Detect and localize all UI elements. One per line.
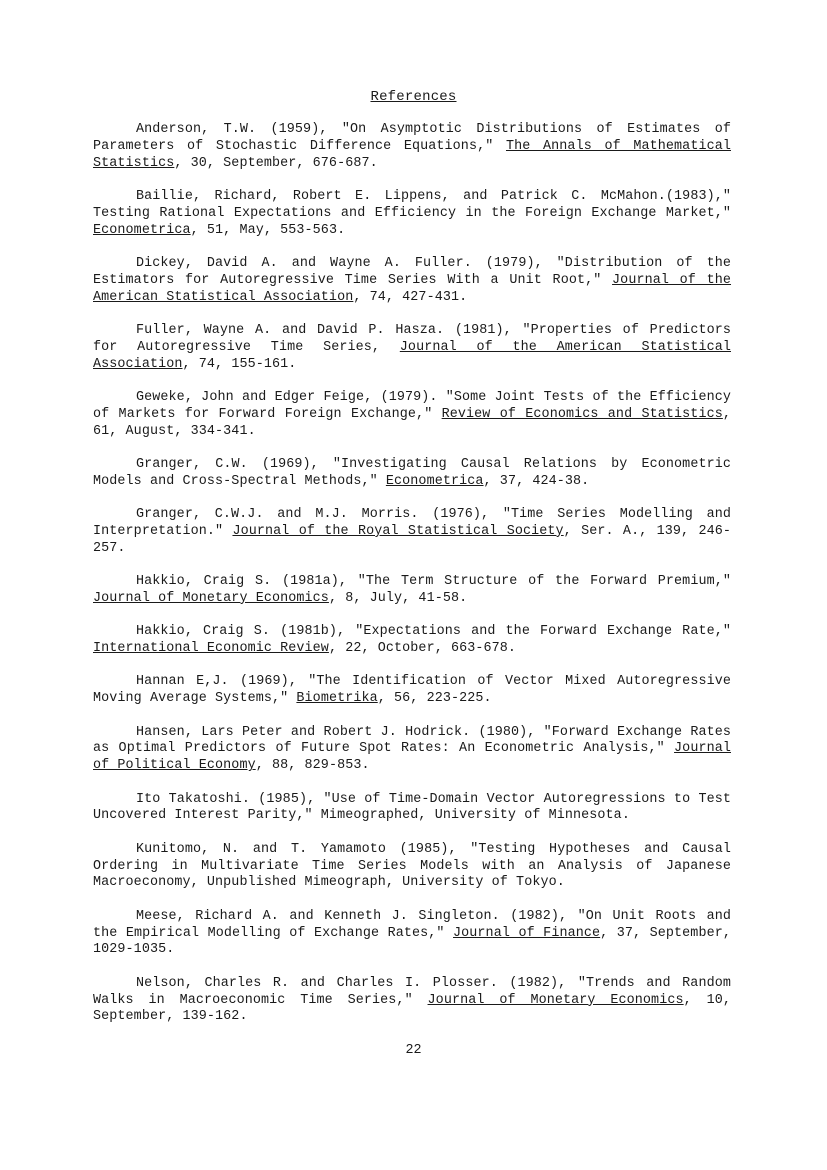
reference-source: Review of Economics and Statistics xyxy=(441,406,723,422)
reference-text: Dickey, David A. and Wayne A. Fuller. (1979), "Distribution of the Estimators for Autoregressive Time Series With a Unit Root," xyxy=(93,255,731,288)
reference-entry xyxy=(93,909,731,959)
reference-text: Baillie, Richard, Robert E. Lippens, and Patrick C. McMahon.(1983)," Testing Rational Expectations and Efficiency in the Foreign Exchange Market," xyxy=(93,188,731,221)
reference-entry xyxy=(93,624,731,658)
reference-entry xyxy=(93,189,731,239)
reference-source: Journal of Monetary Economics xyxy=(427,992,684,1008)
reference-source: Journal of Political Economy xyxy=(93,741,731,774)
reference-entry xyxy=(93,842,731,892)
reference-details: , 8, July, 41-58. xyxy=(328,590,468,606)
reference-entry xyxy=(93,457,731,491)
reference-text: Hannan E,J. (1969), "The Identification of Vector Mixed Autoregressive Moving Average Systems," xyxy=(93,674,731,707)
reference-entry xyxy=(93,323,731,373)
reference-details: , 30, September, 676-687. xyxy=(174,155,378,171)
reference-entry xyxy=(93,976,731,1026)
reference-details: , 74, 155-161. xyxy=(182,356,297,372)
reference-details: , 37, 424-38. xyxy=(483,473,590,489)
reference-text: Ito Takatoshi. (1985), "Use of Time-Domain Vector Autoregressions to Test Uncovered Interest Parity," Mimeographed, University of Minnesota. xyxy=(93,791,731,824)
reference-source: The Annals of Mathematical Statistics xyxy=(93,138,731,171)
reference-entry xyxy=(93,574,731,608)
reference-source: Econometrica xyxy=(93,222,191,238)
reference-details: , 56, 223-225. xyxy=(377,691,492,707)
reference-entry xyxy=(93,674,731,708)
reference-source: Journal of the Royal Statistical Society xyxy=(232,523,564,539)
reference-details: , 37, September, 1029-1035. xyxy=(93,925,731,958)
reference-text: Meese, Richard A. and Kenneth J. Singleton. (1982), "On Unit Roots and the Empirical Modelling of Exchange Rates," xyxy=(93,908,731,941)
reference-source: Journal of Monetary Economics xyxy=(93,590,329,606)
reference-entry xyxy=(93,256,731,306)
page-number: 22 xyxy=(405,1043,422,1058)
reference-text: Granger, C.W.J. and M.J. Morris. (1976), "Time Series Modelling and Interpretation." xyxy=(93,507,731,539)
reference-details: , 10, September, 139-162. xyxy=(93,992,731,1025)
reference-text: Nelson, Charles R. and Charles I. Plosser. (1982), "Trends and Random Walks in Macroeconomic Time Series," xyxy=(93,975,731,1008)
reference-entry xyxy=(93,792,731,826)
reference-text: Anderson, T.W. (1959), "On Asymptotic Distributions of Estimates of Parameters of Stochastic Difference Equations," xyxy=(93,122,731,154)
reference-source: Biometrika xyxy=(296,691,378,707)
reference-details: , Ser. A., 139, 246-257. xyxy=(93,523,731,556)
reference-source: International Economic Review xyxy=(93,641,329,657)
reference-text: Hansen, Lars Peter and Robert J. Hodrick. (1980), "Forward Exchange Rates as Optimal Predictors of Future Spot Rates: An Econometric Analysis," xyxy=(93,724,731,757)
reference-entry xyxy=(93,507,731,557)
reference-list xyxy=(93,122,731,1043)
reference-details: , 61, August, 334-341. xyxy=(93,406,731,439)
reference-text: Granger, C.W. (1969), "Investigating Causal Relations by Econometric Models and Cross-Spectral Methods," xyxy=(93,456,731,489)
reference-details: , 74, 427-431. xyxy=(353,289,468,305)
reference-details: , 22, October, 663-678. xyxy=(328,641,517,657)
reference-text: Geweke, John and Edger Feige, (1979). "Some Joint Tests of the Efficiency of Markets for Forward Foreign Exchange," xyxy=(93,389,731,422)
references-heading: References xyxy=(370,89,457,105)
reference-details: , 51, May, 553-563. xyxy=(190,222,346,238)
reference-source: Journal of the American Statistical Association xyxy=(93,339,731,372)
reference-source: Journal of the American Statistical Association xyxy=(93,272,732,305)
reference-text: Hakkio, Craig S. (1981b), "Expectations and the Forward Exchange Rate," xyxy=(136,624,731,640)
reference-text: Fuller, Wayne A. and David P. Hasza. (1981), "Properties of Predictors for Autoregressive Time Series, xyxy=(93,322,731,355)
reference-source: Journal of Finance xyxy=(453,925,601,941)
reference-entry xyxy=(93,122,731,172)
reference-details: , 88, 829-853. xyxy=(255,758,370,774)
reference-source: Econometrica xyxy=(385,473,484,489)
reference-entry xyxy=(93,390,731,440)
reference-text: Kunitomo, N. and T. Yamamoto (1985), "Testing Hypotheses and Causal Ordering in Multivariate Time Series Models with an Analysis of Japanese Macroeconomy, Unpublished Mimeograph, University of Tokyo. xyxy=(93,841,731,891)
reference-text: Hakkio, Craig S. (1981a), "The Term Structure of the Forward Premium," xyxy=(136,574,731,590)
reference-entry xyxy=(93,725,731,775)
